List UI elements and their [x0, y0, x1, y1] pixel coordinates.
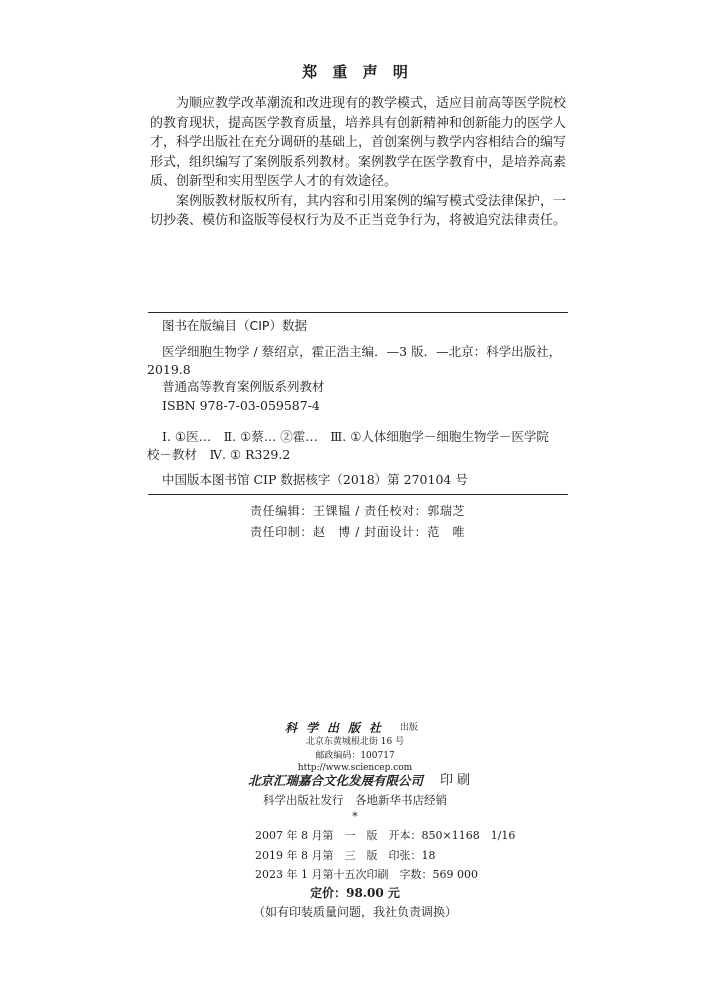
statement-line: 的教育现状，提高医学教育质量，培养具有创新精神和创新能力的医学人 [150, 115, 567, 131]
cip-heading [147, 317, 572, 335]
statement-line: 才，科学出版社在充分调研的基础上，首创案例与教学内容相结合的编写 [150, 135, 567, 150]
cip-line: 2019.8 [147, 362, 191, 377]
statement-line: 质、创新型和实用型医学人才的有效途径。 [150, 174, 398, 189]
credits-editors: 责任编辑：王锞韫 / 责任校对：郭瑞芝 [250, 504, 466, 518]
price: 定价：98.00 元 [310, 886, 400, 900]
cip-heading-text: 图书在版编目（CIP）数据 [162, 318, 307, 333]
quality-notice: （如有印装质量问题，我社负责调换） [252, 905, 457, 919]
statement-line: 切抄袭、模仿和盗版等侵权行为及不正当竞争行为，将被追究法律责任。 [150, 213, 567, 228]
edition-line: 2019 年 8 月第 三 版 印张：18 [255, 848, 436, 862]
cip-entry-classification [147, 428, 572, 464]
printer-suffix: 印刷 [440, 773, 475, 788]
separator-star: * [352, 810, 358, 823]
cip-line: 医学细胞生物学 / 蔡绍京，霍正浩主编．—3 版．—北京：科学出版社， [162, 344, 562, 359]
statement-title: 郑 重 声 明 [302, 63, 413, 81]
publisher-suffix: 出版 [400, 723, 419, 733]
cip-line: 普通高等教育案例版系列教材 [162, 379, 325, 394]
cip-line: 校－教材 Ⅳ. ① R329.2 [147, 447, 291, 462]
cip-entry-series [147, 378, 572, 396]
publisher-url: http://www.sciencep.com [297, 763, 413, 773]
publisher-postcode: 邮政编码：100717 [315, 751, 395, 761]
cip-entry-title [147, 343, 572, 379]
cip-line: ISBN 978-7-03-059587-4 [162, 398, 320, 413]
cip-entry-isbn [147, 397, 572, 415]
distribution-line: 科学出版社发行 各地新华书店经销 [263, 793, 447, 807]
publisher-logo-text: 科学出版社 [285, 721, 391, 735]
statement-line: 案例版教材版权所有，其内容和引用案例的编写模式受法律保护，一 [176, 193, 567, 209]
cip-line: 中国版本图书馆 CIP 数据核字（2018）第 270104 号 [162, 472, 468, 487]
statement-body [150, 94, 570, 231]
cip-bottom-rule [148, 494, 568, 495]
credits-production: 责任印制：赵 博 / 封面设计：范 唯 [250, 525, 466, 539]
edition-line: 2023 年 1 月第十五次印刷 字数：569 000 [255, 868, 478, 881]
edition-info [255, 826, 515, 885]
cip-entry-record-number [147, 471, 572, 489]
printer-name: 北京汇瑞嘉合文化发展有限公司 [248, 773, 424, 788]
cip-line: Ⅰ. ①医… Ⅱ. ①蔡… ②霍… Ⅲ. ①人体细胞学－细胞生物学－医学院 [162, 429, 549, 444]
statement-line: 形式，组织编写了案例版系列教材。案例教学在医学教育中，是培养高素 [150, 154, 567, 170]
cip-top-rule [148, 312, 568, 313]
statement-line: 为顺应教学改革潮流和改进现有的教学模式，适应目前高等医学院校 [176, 96, 567, 111]
edition-line: 2007 年 8 月第 一 版 开本：850×1168 1/16 [255, 829, 516, 842]
publisher-address: 北京东黄城根北街 16 号 [305, 737, 405, 747]
